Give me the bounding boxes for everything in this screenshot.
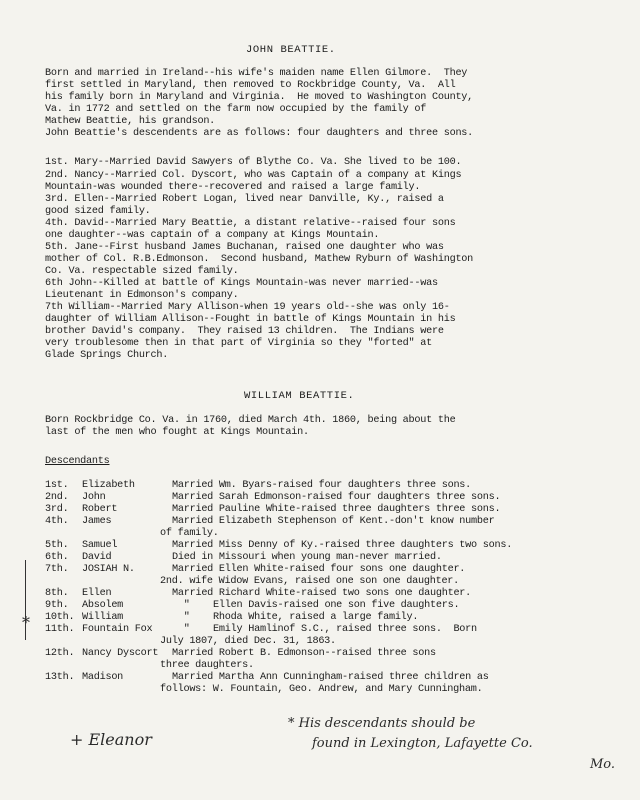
descendant-ordinal: 3rd. xyxy=(45,504,69,515)
descendant-ordinal: 5th. xyxy=(45,540,69,551)
descendant-ordinal: 4th. xyxy=(45,516,69,527)
descendant-name: Madison xyxy=(82,672,124,683)
text-line: Mathew Beattie, his grandson. xyxy=(45,116,216,127)
descendant-detail: Married Martha Ann Cunningham-raised three children as xyxy=(172,672,489,683)
descendant-ordinal: 11th. xyxy=(45,624,75,635)
list-item: 3rd. Ellen--Married Robert Logan, lived near Danville, Ky., raised a xyxy=(45,194,444,205)
descendant-name: Absolem xyxy=(82,600,124,611)
list-item: Co. Va. respectable sized family. xyxy=(45,266,239,277)
descendant-ordinal: 7th. xyxy=(45,564,69,575)
descendant-detail: of family. xyxy=(160,528,219,539)
descendant-detail: Married Robert B. Edmonson--raised three sons xyxy=(172,648,436,659)
descendant-detail: Married Elizabeth Stephenson of Kent.-don't know number xyxy=(172,516,495,527)
list-item: 1st. Mary--Married David Sawyers of Blythe Co. Va. She lived to be 100. xyxy=(45,157,462,168)
descendant-detail: Married Sarah Edmonson-raised four daughters three sons. xyxy=(172,492,501,503)
title-john-beattie: JOHN BEATTIE. xyxy=(246,44,336,56)
descendant-name: William xyxy=(82,612,124,623)
handwritten-note-line-3: Mo. xyxy=(590,757,616,772)
list-item: very troublesome then in that part of Virginia so they "forted" at xyxy=(45,338,432,349)
descendant-detail: " Rhoda White, raised a large family. xyxy=(172,612,419,623)
list-item: Lieutenant in Edmonson's company. xyxy=(45,290,239,301)
descendant-ordinal: 9th. xyxy=(45,600,69,611)
list-item: brother David's company. They raised 13 children. The Indians were xyxy=(45,326,444,337)
descendant-ordinal: 10th. xyxy=(45,612,75,623)
list-item: one daughter--was captain of a company at Kings Mountain. xyxy=(45,230,380,241)
text-line: John Beattie's descendents are as follows: four daughters and three sons. xyxy=(45,128,474,139)
descendant-detail: follows: W. Fountain, Geo. Andrew, and Mary Cunningham. xyxy=(160,684,483,695)
text-line: Born Rockbridge Co. Va. in 1760, died March 4th. 1860, being about the xyxy=(45,415,456,426)
descendant-detail: three daughters. xyxy=(160,660,254,671)
descendant-detail: Married Pauline White-raised three daughters three sons. xyxy=(172,504,501,515)
text-line: Born and married in Ireland--his wife's maiden name Ellen Gilmore. They xyxy=(45,68,468,79)
text-line: his family born in Maryland and Virginia. He moved to Washington County, xyxy=(45,92,474,103)
handwritten-note-line-2: found in Lexington, Lafayette Co. xyxy=(312,736,533,751)
descendant-ordinal: 8th. xyxy=(45,588,69,599)
descendant-name: JOSIAH N. xyxy=(82,564,135,575)
descendant-ordinal: 13th. xyxy=(45,672,75,683)
descendant-name: Samuel xyxy=(82,540,118,551)
descendant-ordinal: 2nd. xyxy=(45,492,69,503)
descendant-detail: Married Wm. Byars-raised four daughters three sons. xyxy=(172,480,472,491)
descendant-ordinal: 1st. xyxy=(45,480,69,491)
title-william-beattie: WILLIAM BEATTIE. xyxy=(244,390,355,402)
text-line: Va. in 1772 and settled on the farm now occupied by the family of xyxy=(45,104,427,115)
text-line: first settled in Maryland, then removed to Rockbridge County, Va. All xyxy=(45,80,456,91)
descendant-detail: 2nd. wife Widow Evans, raised one son one daughter. xyxy=(160,576,460,587)
descendant-name: Ellen xyxy=(82,588,112,599)
list-item: 5th. Jane--First husband James Buchanan, raised one daughter who was xyxy=(45,242,444,253)
descendant-name: David xyxy=(82,552,112,563)
text-line: last of the men who fought at Kings Mountain. xyxy=(45,427,309,438)
descendant-detail: Married Richard White-raised two sons one daughter. xyxy=(172,588,472,599)
list-item: 6th John--Killed at battle of Kings Mountain-was never married--was xyxy=(45,278,438,289)
descendant-ordinal: 6th. xyxy=(45,552,69,563)
descendant-ordinal: 12th. xyxy=(45,648,75,659)
descendant-name: John xyxy=(82,492,106,503)
descendants-heading: Descendants xyxy=(45,456,110,467)
descendant-name: James xyxy=(82,516,112,527)
descendant-name: Nancy Dyscort xyxy=(82,648,159,659)
list-item: Mountain-was wounded there--recovered and raised a large family. xyxy=(45,182,421,193)
descendant-name: Elizabeth xyxy=(82,480,135,491)
descendant-detail: Married Ellen White-raised four sons one daughter. xyxy=(172,564,466,575)
descendant-detail: July 1807, died Dec. 31, 1863. xyxy=(160,636,336,647)
list-item: good sized family. xyxy=(45,206,151,217)
list-item: 4th. David--Married Mary Beattie, a distant relative--raised four sons xyxy=(45,218,456,229)
list-item: mother of Col. R.B.Edmonson. Second husband, Mathew Ryburn of Washington xyxy=(45,254,474,265)
handwritten-star: * xyxy=(22,613,30,632)
descendant-detail: " Emily Hamlinof S.C., raised three sons. Born xyxy=(172,624,477,635)
descendant-name: Robert xyxy=(82,504,118,515)
handwritten-note-line-1: * His descendants should be xyxy=(288,716,476,731)
list-item: daughter of William Allison--Fought in battle of Kings Mountain in his xyxy=(45,314,456,325)
descendant-detail: Died in Missouri when young man-never married. xyxy=(172,552,442,563)
list-item: 2nd. Nancy--Married Col. Dyscort, who was Captain of a company at Kings xyxy=(45,170,462,181)
list-item: Glade Springs Church. xyxy=(45,350,169,361)
list-item: 7th William--Married Mary Allison-when 19 years old--she was only 16- xyxy=(45,302,450,313)
descendant-detail: " Ellen Davis-raised one son five daughters. xyxy=(172,600,460,611)
handwritten-eleanor: + Eleanor xyxy=(70,730,152,749)
descendant-name: Fountain Fox xyxy=(82,624,153,635)
descendant-detail: Married Miss Denny of Ky.-raised three daughters two sons. xyxy=(172,540,513,551)
